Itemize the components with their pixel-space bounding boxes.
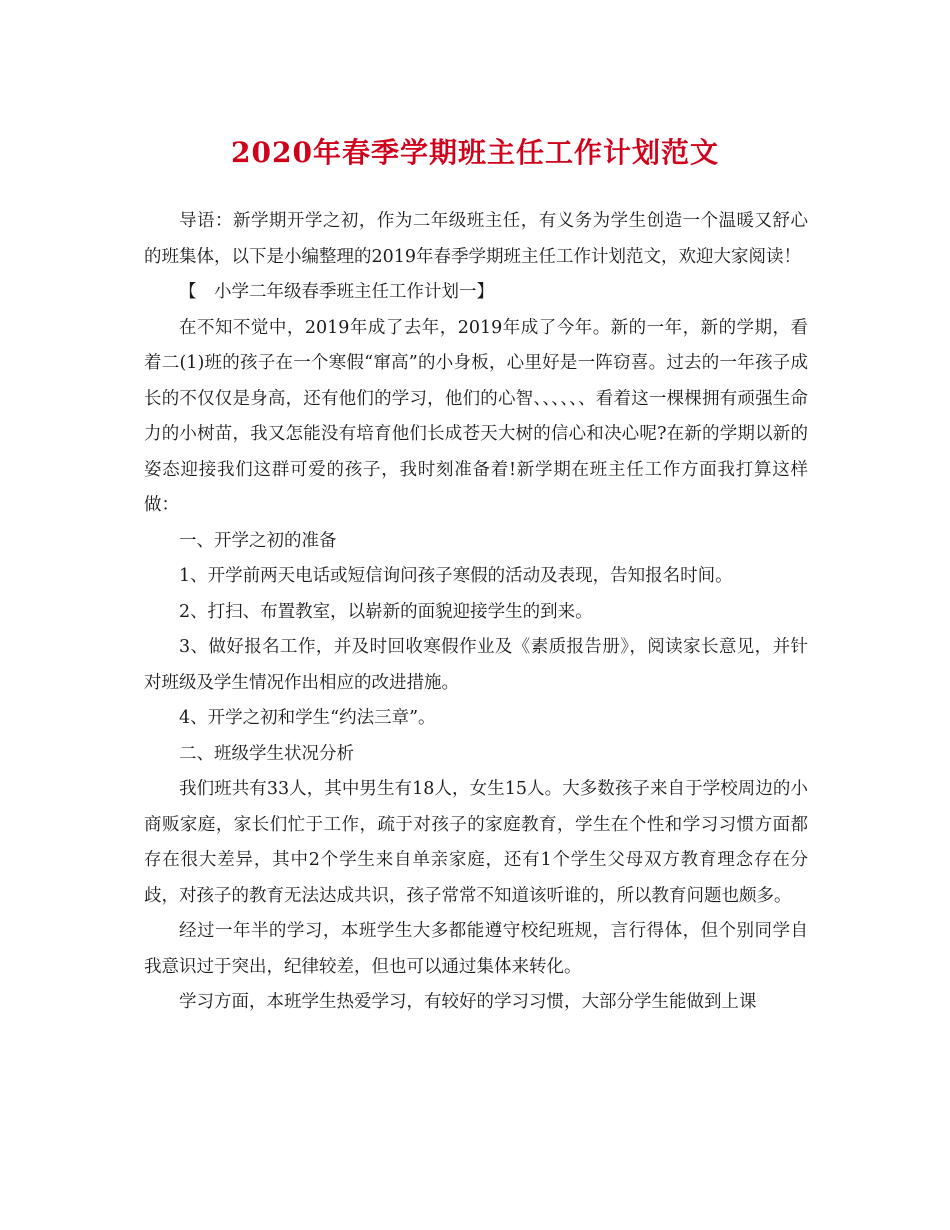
section-bracket-heading: 【 小学二年级春季班主任工作计划一】 — [179, 282, 494, 302]
body-paragraph: 我们班共有33人，其中男生有18人，女生15人。大多数孩子来自于学校周边的小商贩家庭，家长们忙于工作，疏于对孩子的家庭教育，学生在个性和学习习惯方面都存在很大差异，其中2个学生来自单亲家庭，还有1个学生父母双方教育理念存在分歧，对孩子的教育无法达成共识，孩子常常不知道该听谁的，所以教育问题也颇多。 — [144, 779, 808, 906]
intro-paragraph: 导语：新学期开学之初，作为二年级班主任，有义务为学生创造一个温暖又舒心的班集体，以下是小编整理的2019年春季学期班主任工作计划范文，欢迎大家阅读！ — [144, 211, 808, 267]
list-item: 4、开学之初和学生“约法三章”。 — [179, 708, 436, 728]
body-paragraph: 学习方面，本班学生热爱学习，有较好的学习习惯，大部分学生能做到上课 — [179, 992, 757, 1012]
list-item: 2、打扫、布置教室，以崭新的面貌迎接学生的到来。 — [179, 601, 593, 622]
list-item: 1、开学前两天电话或短信询问孩子寒假的活动及表现，告知报名时间。 — [179, 566, 733, 586]
section-heading: 一、开学之初的准备 — [179, 530, 337, 551]
section-heading: 二、班级学生状况分析 — [179, 743, 354, 764]
body-paragraph: 经过一年半的学习，本班学生大多都能遵守校纪班规，言行得体，但个别同学自我意识过于突出，纪律较差，但也可以通过集体来转化。 — [144, 921, 808, 977]
body-paragraph: 在不知不觉中，2019年成了去年，2019年成了今年。新的一年，新的学期，看着二(1)班的孩子在一个寒假“窜高”的小身板，心里好是一阵窃喜。过去的一年孩子成长的不仅仅是身高，还有他们的学习，他们的心智、、、、、、看着这一棵棵拥有顽强生命力的小树苗，我又怎能没有培育他们长成苍天大树的信心和决心呢?在新的学期以新的姿态迎接我们这群可爱的孩子，我时刻准备着!新学期在班主任工作方面我打算这样做： — [144, 317, 808, 515]
document-title: 2020年春季学期班主任工作计划范文 — [231, 136, 719, 169]
document-body — [144, 204, 808, 1021]
list-item: 3、做好报名工作，并及时回收寒假作业及《素质报告册》，阅读家长意见，并针对班级及学生情况作出相应的改进措施。 — [144, 637, 808, 693]
